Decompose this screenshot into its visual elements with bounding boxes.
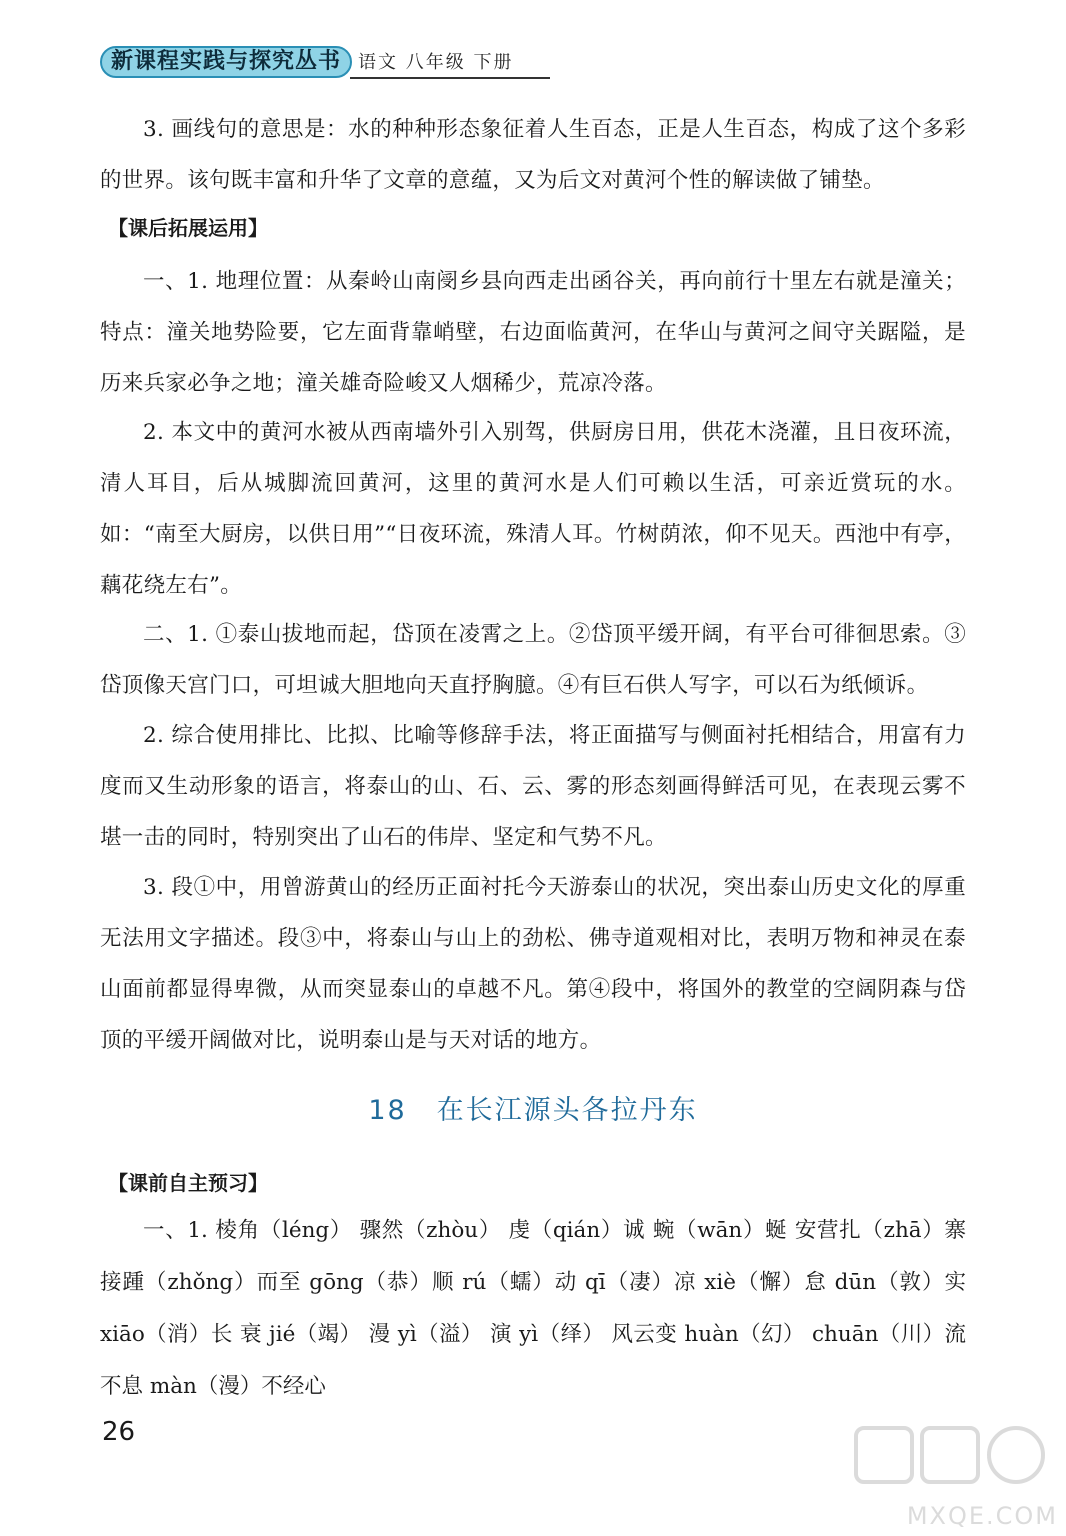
page-number: 26 <box>102 1417 136 1447</box>
header-underline <box>350 77 550 79</box>
answer-paragraph-2-2: 2. 综合使用排比、比拟、比喻等修辞手法，将正面描写与侧面衬托相结合，用富有力度而又生动形象的语言，将泰山的山、石、云、雾的形态刻画得鲜活可见，在表现云雾不堪一击的同时，特别突出了山石的伟岸、坚定和气势不凡。 <box>100 723 966 850</box>
section-title-text: 在长江源头各拉丹东 <box>436 1095 698 1126</box>
running-header <box>100 44 560 82</box>
heading-extension: 【课后拓展运用】 <box>108 216 268 240</box>
watermark-logo-icon <box>852 1420 1052 1490</box>
section-number: 18 <box>368 1095 407 1126</box>
pinyin-exercise: 一、1. 棱角（léng） 骤然（zhòu） 虔（qián）诚 蜿（wān）蜒 安营扎（zhā）寨 接踵（zhǒng）而至 gōng（恭）顺 rú（蠕）动 qī（凄）凉 xiè（懈）怠 dūn（敦）实 xiāo（消）长 衰 jié（竭） 漫 yì（溢） 演 yì（绎） 风云变 huàn（幻） chuān（川）流不息 màn（漫）不经心 <box>100 1218 966 1399</box>
answer-paragraph-2-1: 二、1. ①泰山拔地而起，岱顶在凌霄之上。②岱顶平缓开阔，有平台可徘徊思索。③岱顶像天宫门口，可坦诚大胆地向天直抒胸臆。④有巨石供人写字，可以石为纸倾诉。 <box>100 622 966 698</box>
series-title-badge: 新课程实践与探究丛书 <box>100 46 352 78</box>
answer-paragraph-1-1: 一、1. 地理位置：从秦岭山南阌乡县向西走出函谷关，再向前行十里左右就是潼关；特点：潼关地势险要，它左面背靠峭壁，右边面临黄河，在华山与黄河之间守关踞隘，是历来兵家必争之地；潼关雄奇险峻又人烟稀少，荒凉冷落。 <box>100 269 966 396</box>
watermark-text: MXQE.COM <box>906 1502 1058 1530</box>
answer-paragraph-3: 3. 画线句的意思是：水的种种形态象征着人生百态，正是人生百态，构成了这个多彩的世界。该句既丰富和升华了文章的意蕴，又为后文对黄河个性的解读做了铺垫。 <box>100 117 966 193</box>
watermark <box>838 1420 1058 1530</box>
answer-paragraph-2-3: 3. 段①中，用曾游黄山的经历正面衬托今天游泰山的状况，突出泰山历史文化的厚重无法用文字描述。段③中，将泰山与山上的劲松、佛寺道观相对比，表明万物和神灵在泰山面前都显得卑微，从而突显泰山的卓越不凡。第④段中，将国外的教堂的空阔阴森与岱顶的平缓开阔做对比，说明泰山是与天对话的地方。 <box>100 875 966 1053</box>
answer-paragraph-1-2: 2. 本文中的黄河水被从西南墙外引入别驾，供厨房日用，供花木浇灌，且日夜环流，清人耳目，后从城脚流回黄河，这里的黄河水是人们可赖以生活，可亲近赏玩的水。如：“南至大厨房，以供日用”“日夜环流，殊清人耳。竹树荫浓，仰不见天。西池中有亭，藕花绕左右”。 <box>100 420 966 598</box>
heading-preview: 【课前自主预习】 <box>108 1171 268 1195</box>
section-title <box>0 1088 1066 1127</box>
subject-grade-label: 语文 八年级 下册 <box>358 52 514 73</box>
